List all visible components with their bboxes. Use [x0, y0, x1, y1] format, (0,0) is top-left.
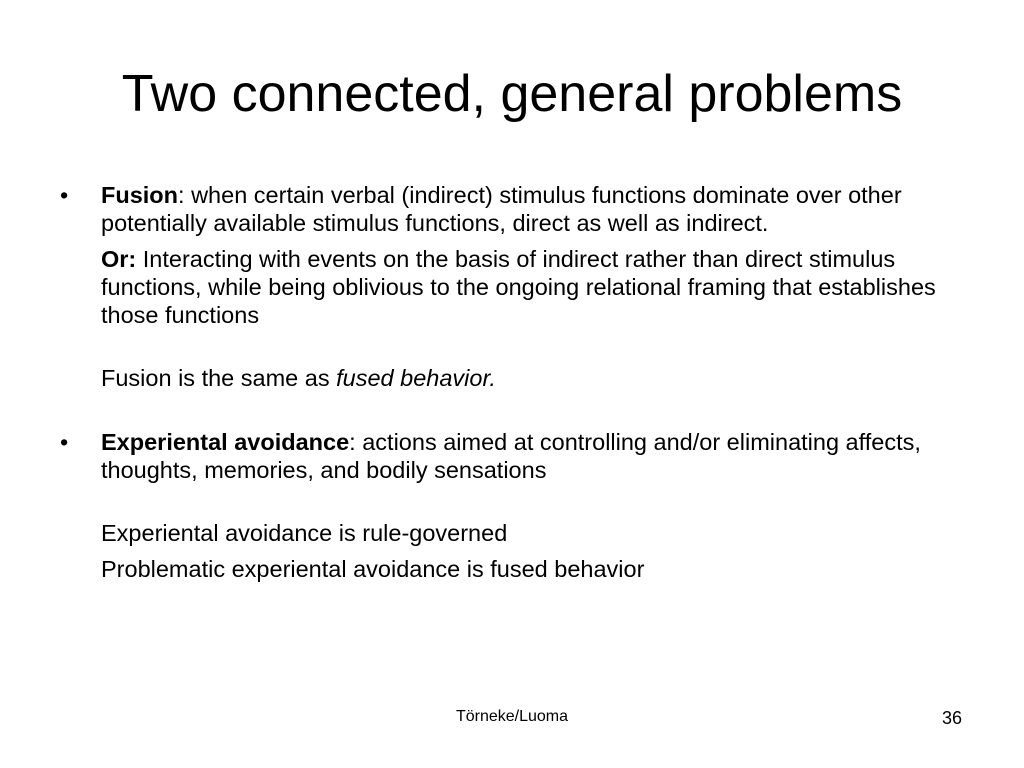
- fusion-same-emphasis: fused behavior.: [336, 365, 496, 391]
- page-number: 36: [941, 708, 962, 728]
- avoidance-term: Experiental avoidance: [101, 429, 350, 455]
- avoidance-note-1: Experiental avoidance is rule-governed: [101, 520, 508, 546]
- or-label: Or:: [101, 246, 137, 272]
- fusion-same-prefix: Fusion is the same as: [101, 365, 337, 391]
- slide-body: [58, 181, 978, 583]
- slide-footer: Törneke/Luoma: [455, 708, 569, 725]
- fusion-alternative: [101, 245, 978, 329]
- bullet-avoidance: [58, 428, 978, 484]
- slide-title: Two connected, general problems: [121, 65, 903, 123]
- avoidance-note-2: Problematic experiental avoidance is fused behavior: [101, 556, 645, 582]
- bullet-fusion: [58, 181, 978, 237]
- or-text: Interacting with events on the basis of indirect rather than direct stimulus functions, while being oblivious to the ongoing relational framing that establishes those functions: [101, 246, 936, 328]
- avoidance-definition: : actions aimed at controlling and/or eliminating affects, thoughts, memories, and bodily sensations: [101, 429, 921, 483]
- fusion-same-as: [101, 364, 978, 392]
- bullet-icon: •: [60, 182, 69, 208]
- bullet-icon: •: [60, 429, 69, 455]
- fusion-definition: : when certain verbal (indirect) stimulus functions dominate over other potentially available stimulus functions, direct as well as indirect.: [101, 182, 902, 236]
- fusion-term: Fusion: [101, 182, 179, 208]
